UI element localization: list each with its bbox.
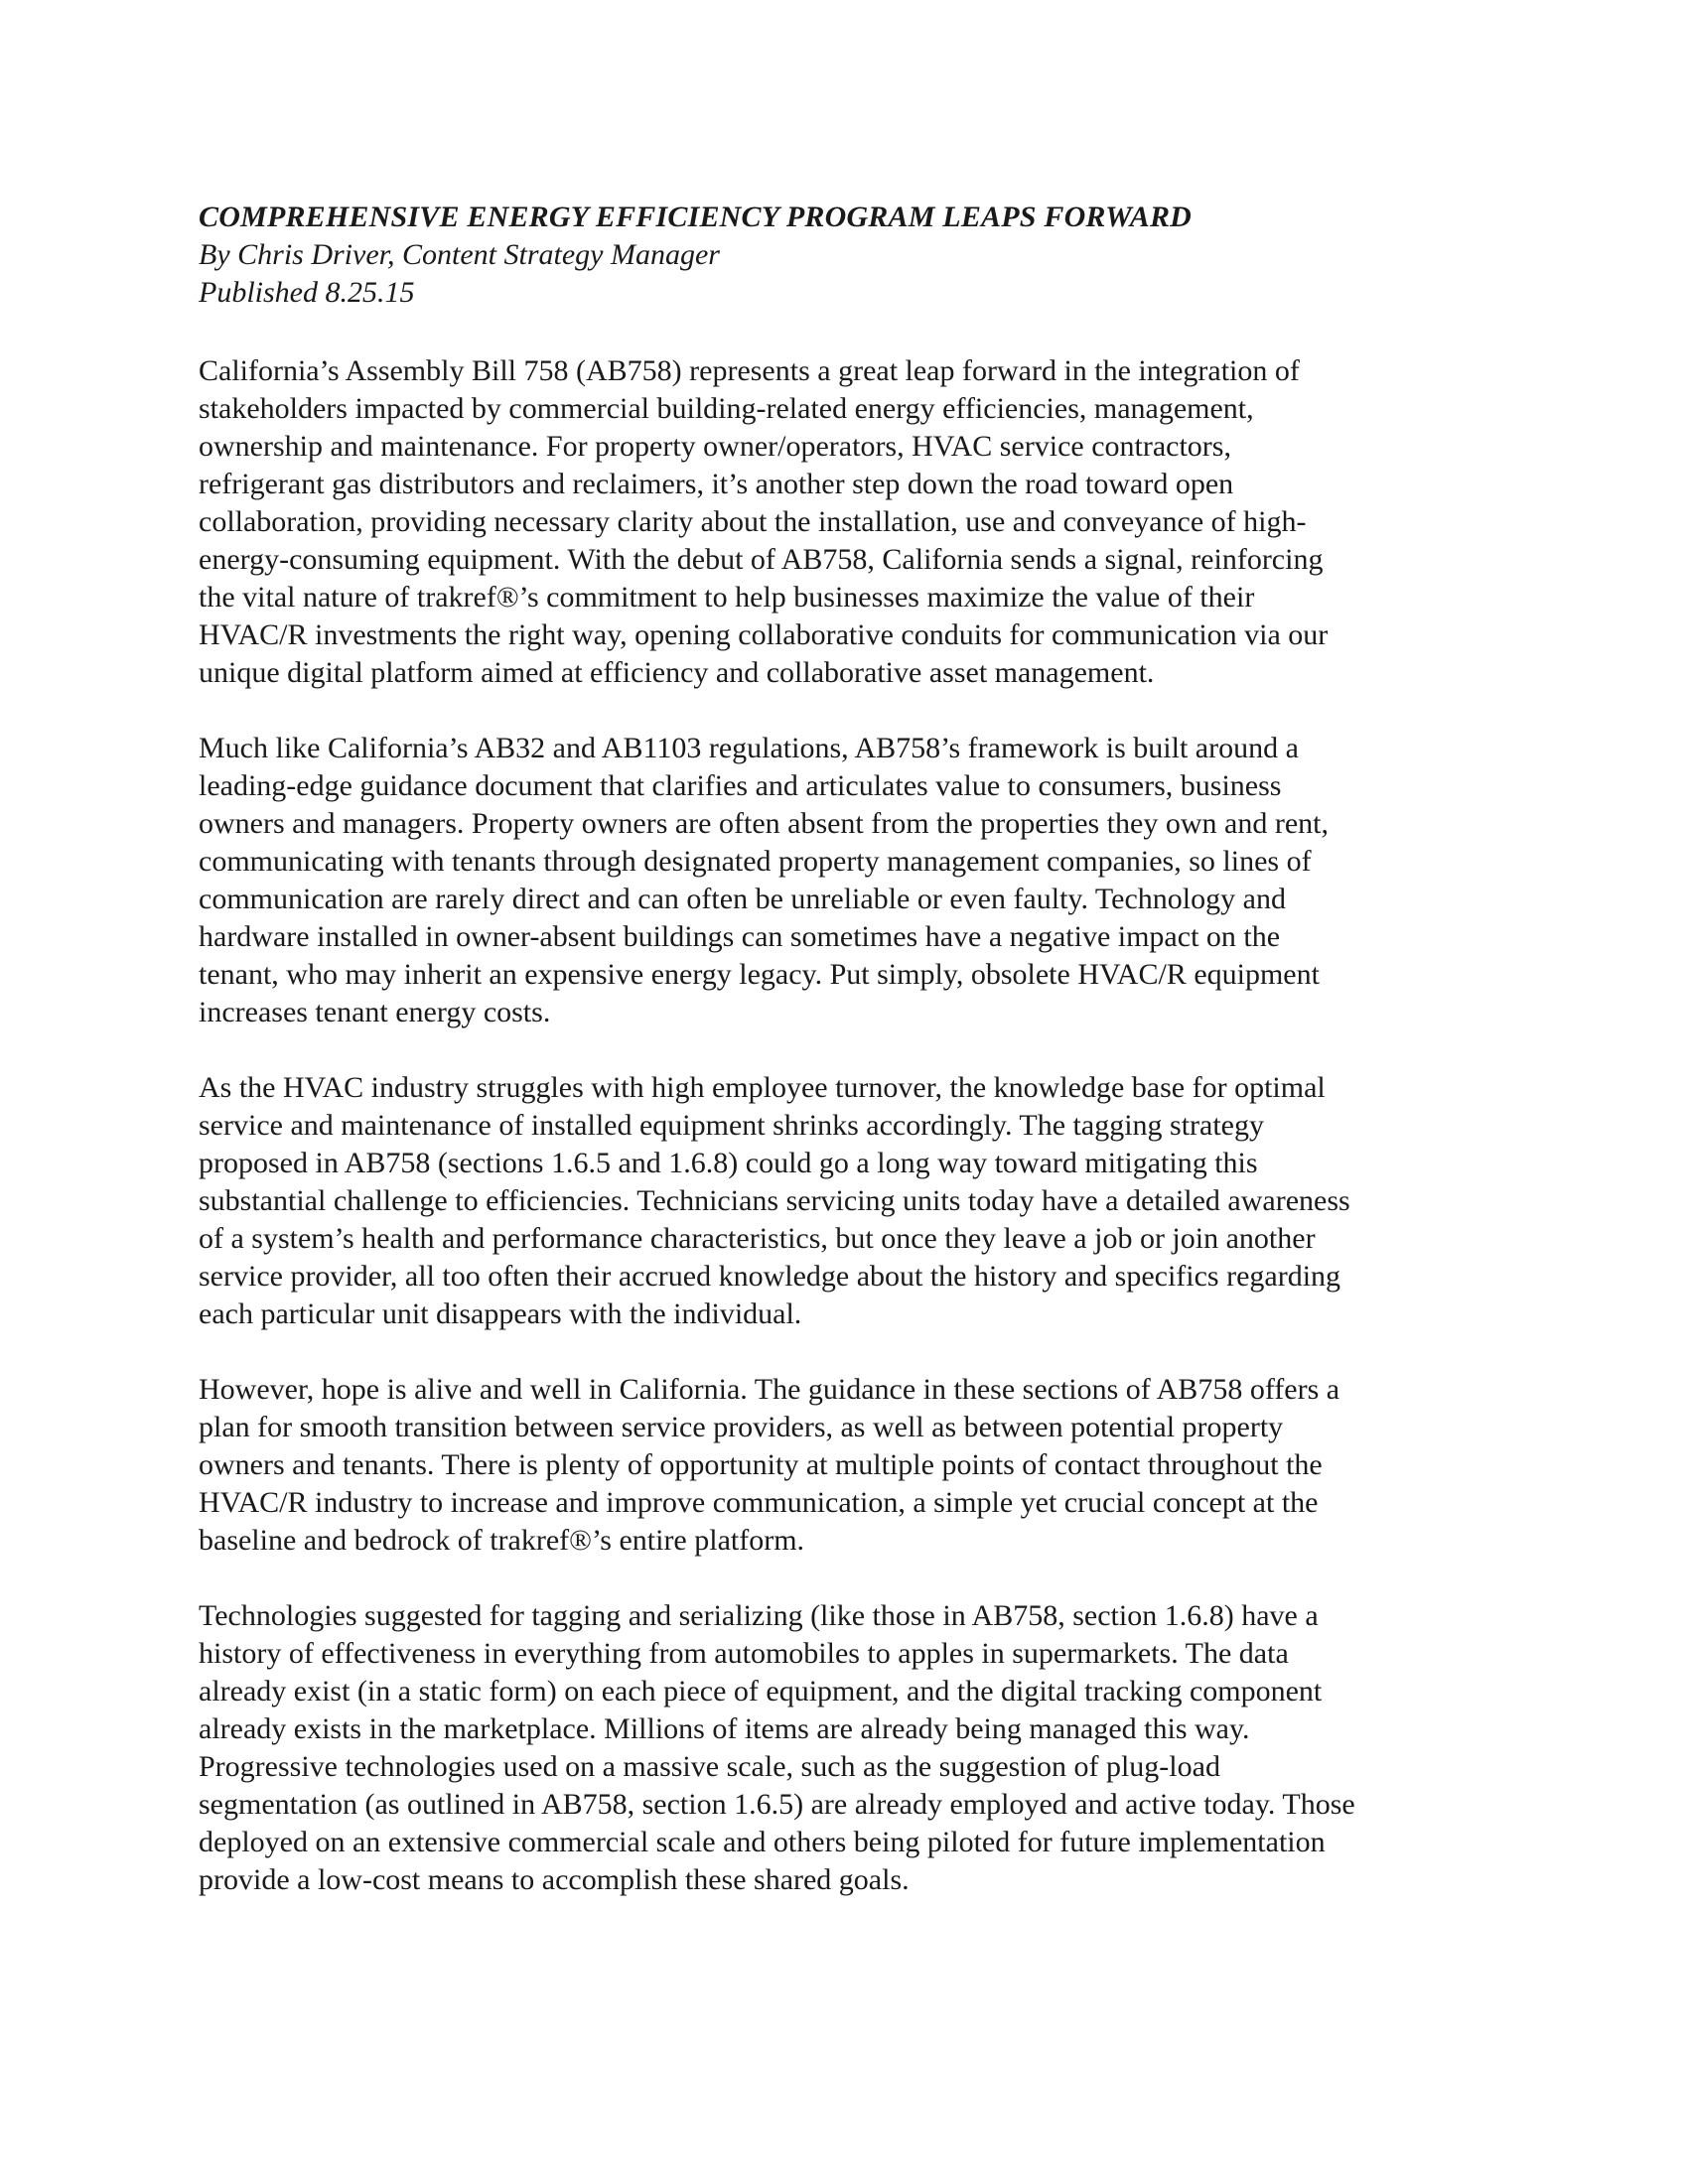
article-byline: By Chris Driver, Content Strategy Manager (199, 238, 720, 271)
paragraph-ab758-intro (199, 352, 1489, 692)
text-line: Progressive technologies used on a massive scale, such as the suggestion of plug-load (199, 1750, 1220, 1783)
text-line: collaboration, providing necessary clarity about the installation, use and conveyance of high- (199, 505, 1307, 538)
text-line: owners and managers. Property owners are often absent from the properties they own and rent, (199, 807, 1329, 840)
text-line: deployed on an extensive commercial scale and others being piloted for future implementation (199, 1826, 1326, 1858)
article-header (199, 199, 1489, 312)
text-line: already exist (in a static form) on each piece of equipment, and the digital tracking component (199, 1675, 1323, 1707)
article-published-date: Published 8.25.15 (199, 276, 415, 309)
text-line: As the HVAC industry struggles with high employee turnover, the knowledge base for optimal (199, 1071, 1326, 1104)
text-line: However, hope is alive and well in California. The guidance in these sections of AB758 offers a (199, 1373, 1340, 1406)
text-line: baseline and bedrock of trakref®’s entire platform. (199, 1524, 805, 1557)
article-title: COMPREHENSIVE ENERGY EFFICIENCY PROGRAM LEAPS FORWARD (199, 201, 1193, 233)
text-line: already exists in the marketplace. Millions of items are already being managed this way. (199, 1712, 1250, 1745)
text-line: Technologies suggested for tagging and serializing (like those in AB758, section 1.6.8) have a (199, 1599, 1319, 1632)
text-line: owners and tenants. There is plenty of opportunity at multiple points of contact throughout the (199, 1448, 1323, 1481)
text-line: plan for smooth transition between service providers, as well as between potential property (199, 1411, 1284, 1443)
paragraph-framework (199, 730, 1489, 1031)
text-line: segmentation (as outlined in AB758, section 1.6.5) are already employed and active today. Those (199, 1788, 1355, 1821)
text-line: service and maintenance of installed equipment shrinks accordingly. The tagging strategy (199, 1109, 1264, 1142)
text-line: refrigerant gas distributors and reclaimers, it’s another step down the road toward open (199, 468, 1234, 500)
document-page (199, 199, 1489, 1937)
paragraph-hope (199, 1371, 1489, 1560)
text-line: tenant, who may inherit an expensive energy legacy. Put simply, obsolete HVAC/R equipment (199, 958, 1320, 991)
text-line: communicating with tenants through designated property management companies, so lines of (199, 845, 1312, 878)
text-line: Much like California’s AB32 and AB1103 regulations, AB758’s framework is built around a (199, 732, 1299, 764)
text-line: unique digital platform aimed at efficiency and collaborative asset management. (199, 656, 1155, 689)
text-line: increases tenant energy costs. (199, 996, 551, 1028)
text-line: leading-edge guidance document that clarifies and articulates value to consumers, business (199, 769, 1282, 802)
text-line: ownership and maintenance. For property owner/operators, HVAC service contractors, (199, 430, 1231, 463)
paragraph-turnover (199, 1069, 1489, 1333)
text-line: history of effectiveness in everything from automobiles to apples in supermarkets. The data (199, 1637, 1289, 1670)
paragraph-technologies (199, 1597, 1489, 1899)
text-line: HVAC/R industry to increase and improve communication, a simple yet crucial concept at the (199, 1486, 1319, 1519)
text-line: each particular unit disappears with the individual. (199, 1297, 802, 1330)
text-line: energy-consuming equipment. With the debut of AB758, California sends a signal, reinforcing (199, 543, 1324, 576)
text-line: the vital nature of trakref®’s commitment to help businesses maximize the value of their (199, 581, 1255, 614)
text-line: HVAC/R investments the right way, opening collaborative conduits for communication via our (199, 618, 1329, 651)
text-line: provide a low-cost means to accomplish these shared goals. (199, 1863, 910, 1896)
text-line: service provider, all too often their accrued knowledge about the history and specifics regarding (199, 1260, 1341, 1293)
text-line: stakeholders impacted by commercial building-related energy efficiencies, management, (199, 392, 1254, 425)
text-line: proposed in AB758 (sections 1.6.5 and 1.6.8) could go a long way toward mitigating this (199, 1147, 1258, 1179)
text-line: hardware installed in owner-absent buildings can sometimes have a negative impact on the (199, 920, 1281, 953)
text-line: of a system’s health and performance characteristics, but once they leave a job or join another (199, 1222, 1316, 1255)
text-line: communication are rarely direct and can often be unreliable or even faulty. Technology and (199, 883, 1286, 915)
text-line: California’s Assembly Bill 758 (AB758) represents a great leap forward in the integration of (199, 354, 1300, 387)
text-line: substantial challenge to efficiencies. Technicians servicing units today have a detailed awareness (199, 1184, 1350, 1217)
